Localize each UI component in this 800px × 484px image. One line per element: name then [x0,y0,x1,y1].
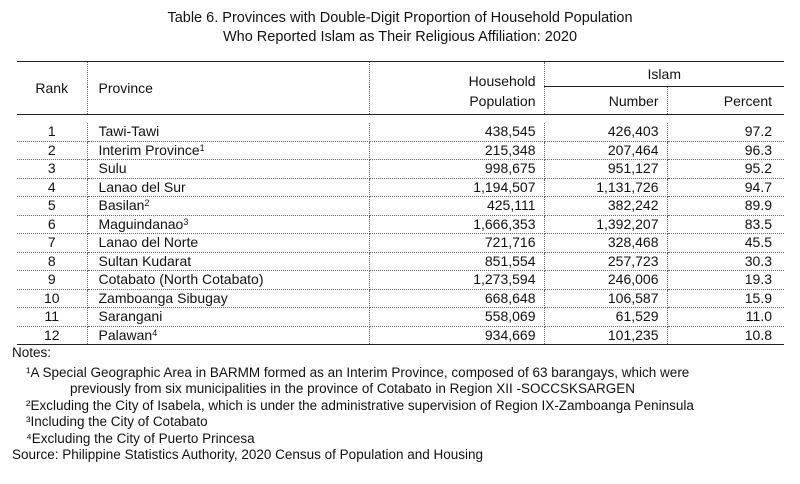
cell-household-population-text: 998,675 [484,160,536,177]
cell-household-population [369,141,544,160]
cell-islam-number [544,308,667,327]
cell-islam-number-text: 382,242 [607,197,659,214]
cell-rank [17,234,87,253]
table-row [17,215,784,234]
cell-province [87,123,369,141]
footnote-marker: 1 [199,142,205,153]
cell-islam-percent-text: 19.3 [744,271,773,288]
footnote-marker: 2 [144,198,150,209]
cell-islam-number-text: 1,131,726 [596,178,659,195]
cell-rank [17,326,87,345]
cell-rank-text: 6 [47,215,56,232]
cell-rank [17,160,87,179]
cell-household-population-text: 558,069 [484,308,536,325]
cell-islam-percent [667,326,784,345]
table-row [17,234,784,253]
table-row [17,326,784,345]
cell-province [87,252,369,271]
cell-province [87,234,369,253]
note-3: ³Including the City of Cotabato [26,414,208,429]
cell-islam-number [544,234,667,253]
table-row [17,289,784,308]
cell-province-text: Interim Province [98,141,200,158]
cell-islam-number-text: 426,403 [607,123,659,140]
note-2: ²Excluding the City of Isabela, which is under the administrative supervision of Region IX-Zamboanga Peninsula [26,397,694,413]
cell-islam-percent [667,160,784,179]
cell-household-population-text: 215,348 [484,141,536,158]
cell-province-text: Sultan Kudarat [98,252,192,269]
cell-province [87,215,369,234]
cell-rank [17,123,87,141]
header-percent: Percent [667,87,784,115]
table-row [17,141,784,160]
cell-household-population-text: 668,648 [484,289,536,306]
cell-rank [17,141,87,160]
note-1-line1: ¹A Special Geographic Area in BARMM formed as an Interim Province, composed of 63 barangays, which were [26,364,690,380]
table-row [17,178,784,197]
table-row [17,123,784,141]
header-number: Number [544,87,667,115]
header-household-line2: Population [469,93,536,109]
source-note: Source: Philippine Statistics Authority, 2020 Census of Population and Housing [12,447,484,462]
cell-household-population-text: 1,273,594 [473,271,536,288]
cell-household-population [369,197,544,216]
cell-rank [17,197,87,216]
cell-province-text: Zamboanga Sibugay [98,289,228,306]
cell-islam-percent [667,141,784,160]
cell-province-text: Basilan [98,197,145,214]
cell-household-population [369,308,544,327]
notes-section [12,345,792,464]
cell-islam-percent-text: 45.5 [744,234,773,251]
footnote-marker: 3 [183,216,189,227]
cell-islam-percent-text: 96.3 [744,141,773,158]
cell-rank-text: 10 [43,289,60,306]
table-title-line1: Table 6. Provinces with Double-Digit Proportion of Household Population [167,10,633,26]
cell-islam-number [544,215,667,234]
cell-islam-number-text: 61,529 [615,308,659,325]
cell-province [87,326,369,345]
cell-islam-percent-text: 11.0 [745,308,773,325]
cell-household-population [369,178,544,197]
cell-province-text: Maguindanao [98,215,184,232]
cell-household-population-text: 1,194,507 [473,178,536,195]
cell-islam-number-text: 328,468 [607,234,659,251]
cell-household-population [369,160,544,179]
cell-province-text: Palawan [98,326,153,343]
cell-islam-number-text: 246,006 [607,271,659,288]
cell-islam-percent [667,271,784,290]
cell-islam-percent [667,178,784,197]
cell-household-population [369,289,544,308]
cell-islam-number-text: 951,127 [607,160,659,177]
cell-islam-percent [667,234,784,253]
table-row [17,252,784,271]
header-islam: Islam [544,62,784,87]
cell-rank-text: 7 [47,234,56,251]
cell-islam-percent [667,289,784,308]
cell-islam-percent-text: 10.8 [744,326,773,343]
cell-islam-number [544,289,667,308]
cell-islam-number [544,141,667,160]
cell-province [87,160,369,179]
cell-islam-number [544,160,667,179]
cell-rank [17,308,87,327]
cell-islam-percent-text: 30.3 [744,252,773,269]
cell-islam-percent-text: 15.9 [744,289,773,306]
cell-province-text: Tawi-Tawi [98,123,160,140]
table-row [17,271,784,290]
cell-household-population [369,271,544,290]
cell-household-population-text: 934,669 [484,326,536,343]
table-row [17,160,784,179]
cell-rank [17,178,87,197]
cell-islam-number [544,326,667,345]
note-1-line2: previously from six municipalities in the province of Cotabato in Region XII -SOCCSKSARGEN [70,381,635,396]
cell-islam-number-text: 207,464 [607,141,659,158]
cell-rank-text: 9 [47,271,56,288]
cell-islam-number-text: 101,235 [607,326,659,343]
cell-household-population [369,252,544,271]
cell-province [87,289,369,308]
cell-household-population-text: 851,554 [484,252,536,269]
notes-heading: Notes: [12,345,52,360]
cell-province [87,271,369,290]
cell-rank [17,271,87,290]
cell-province-text: Sulu [98,160,127,177]
cell-household-population [369,123,544,141]
cell-islam-percent [667,215,784,234]
cell-islam-percent [667,252,784,271]
cell-rank-text: 3 [47,160,56,177]
header-household-population [369,62,544,115]
cell-household-population [369,215,544,234]
cell-islam-percent-text: 89.9 [744,197,773,214]
table-title-line2: Who Reported Islam as Their Religious Affiliation: 2020 [222,29,578,45]
cell-household-population-text: 721,716 [484,234,536,251]
cell-islam-number [544,123,667,141]
cell-rank-text: 4 [47,178,56,195]
cell-rank-text: 2 [47,141,56,158]
cell-islam-percent [667,308,784,327]
note-4: ⁴Excluding the City of Puerto Princesa [26,430,255,446]
cell-islam-number-text: 106,587 [607,289,659,306]
cell-rank [17,252,87,271]
cell-rank-text: 12 [43,326,60,343]
cell-islam-percent [667,123,784,141]
cell-province [87,308,369,327]
cell-rank-text: 5 [47,197,56,214]
header-household-line1: Household [468,73,536,89]
cell-province [87,197,369,216]
cell-rank-text: 1 [47,123,56,140]
cell-rank-text: 8 [47,252,56,269]
cell-islam-percent [667,197,784,216]
cell-islam-number-text: 257,723 [607,252,659,269]
cell-islam-number [544,252,667,271]
cell-province [87,141,369,160]
cell-province-text: Cotabato (North Cotabato) [98,271,264,288]
header-rank: Rank [17,62,87,115]
cell-province [87,178,369,197]
cell-islam-percent-text: 94.7 [744,178,773,195]
cell-household-population-text: 438,545 [484,123,536,140]
cell-rank-text: 11 [44,308,60,325]
cell-islam-percent-text: 95.2 [744,160,773,177]
footnote-marker: 4 [152,327,158,338]
cell-islam-number-text: 1,392,207 [596,215,659,232]
cell-household-population-text: 1,666,353 [473,215,536,232]
cell-province-text: Lanao del Norte [98,234,199,251]
cell-islam-number [544,178,667,197]
cell-province-text: Sarangani [98,308,163,325]
cell-rank [17,215,87,234]
cell-household-population [369,326,544,345]
cell-household-population-text: 425,111 [486,197,536,214]
header-province: Province [87,62,369,115]
cell-rank [17,289,87,308]
cell-islam-number [544,197,667,216]
cell-islam-percent-text: 97.2 [744,123,773,140]
table-row [17,308,784,327]
cell-household-population [369,234,544,253]
cell-islam-number [544,271,667,290]
cell-province-text: Lanao del Sur [98,178,186,195]
cell-islam-percent-text: 83.5 [744,215,773,232]
data-table [17,61,784,345]
table-row [17,197,784,216]
